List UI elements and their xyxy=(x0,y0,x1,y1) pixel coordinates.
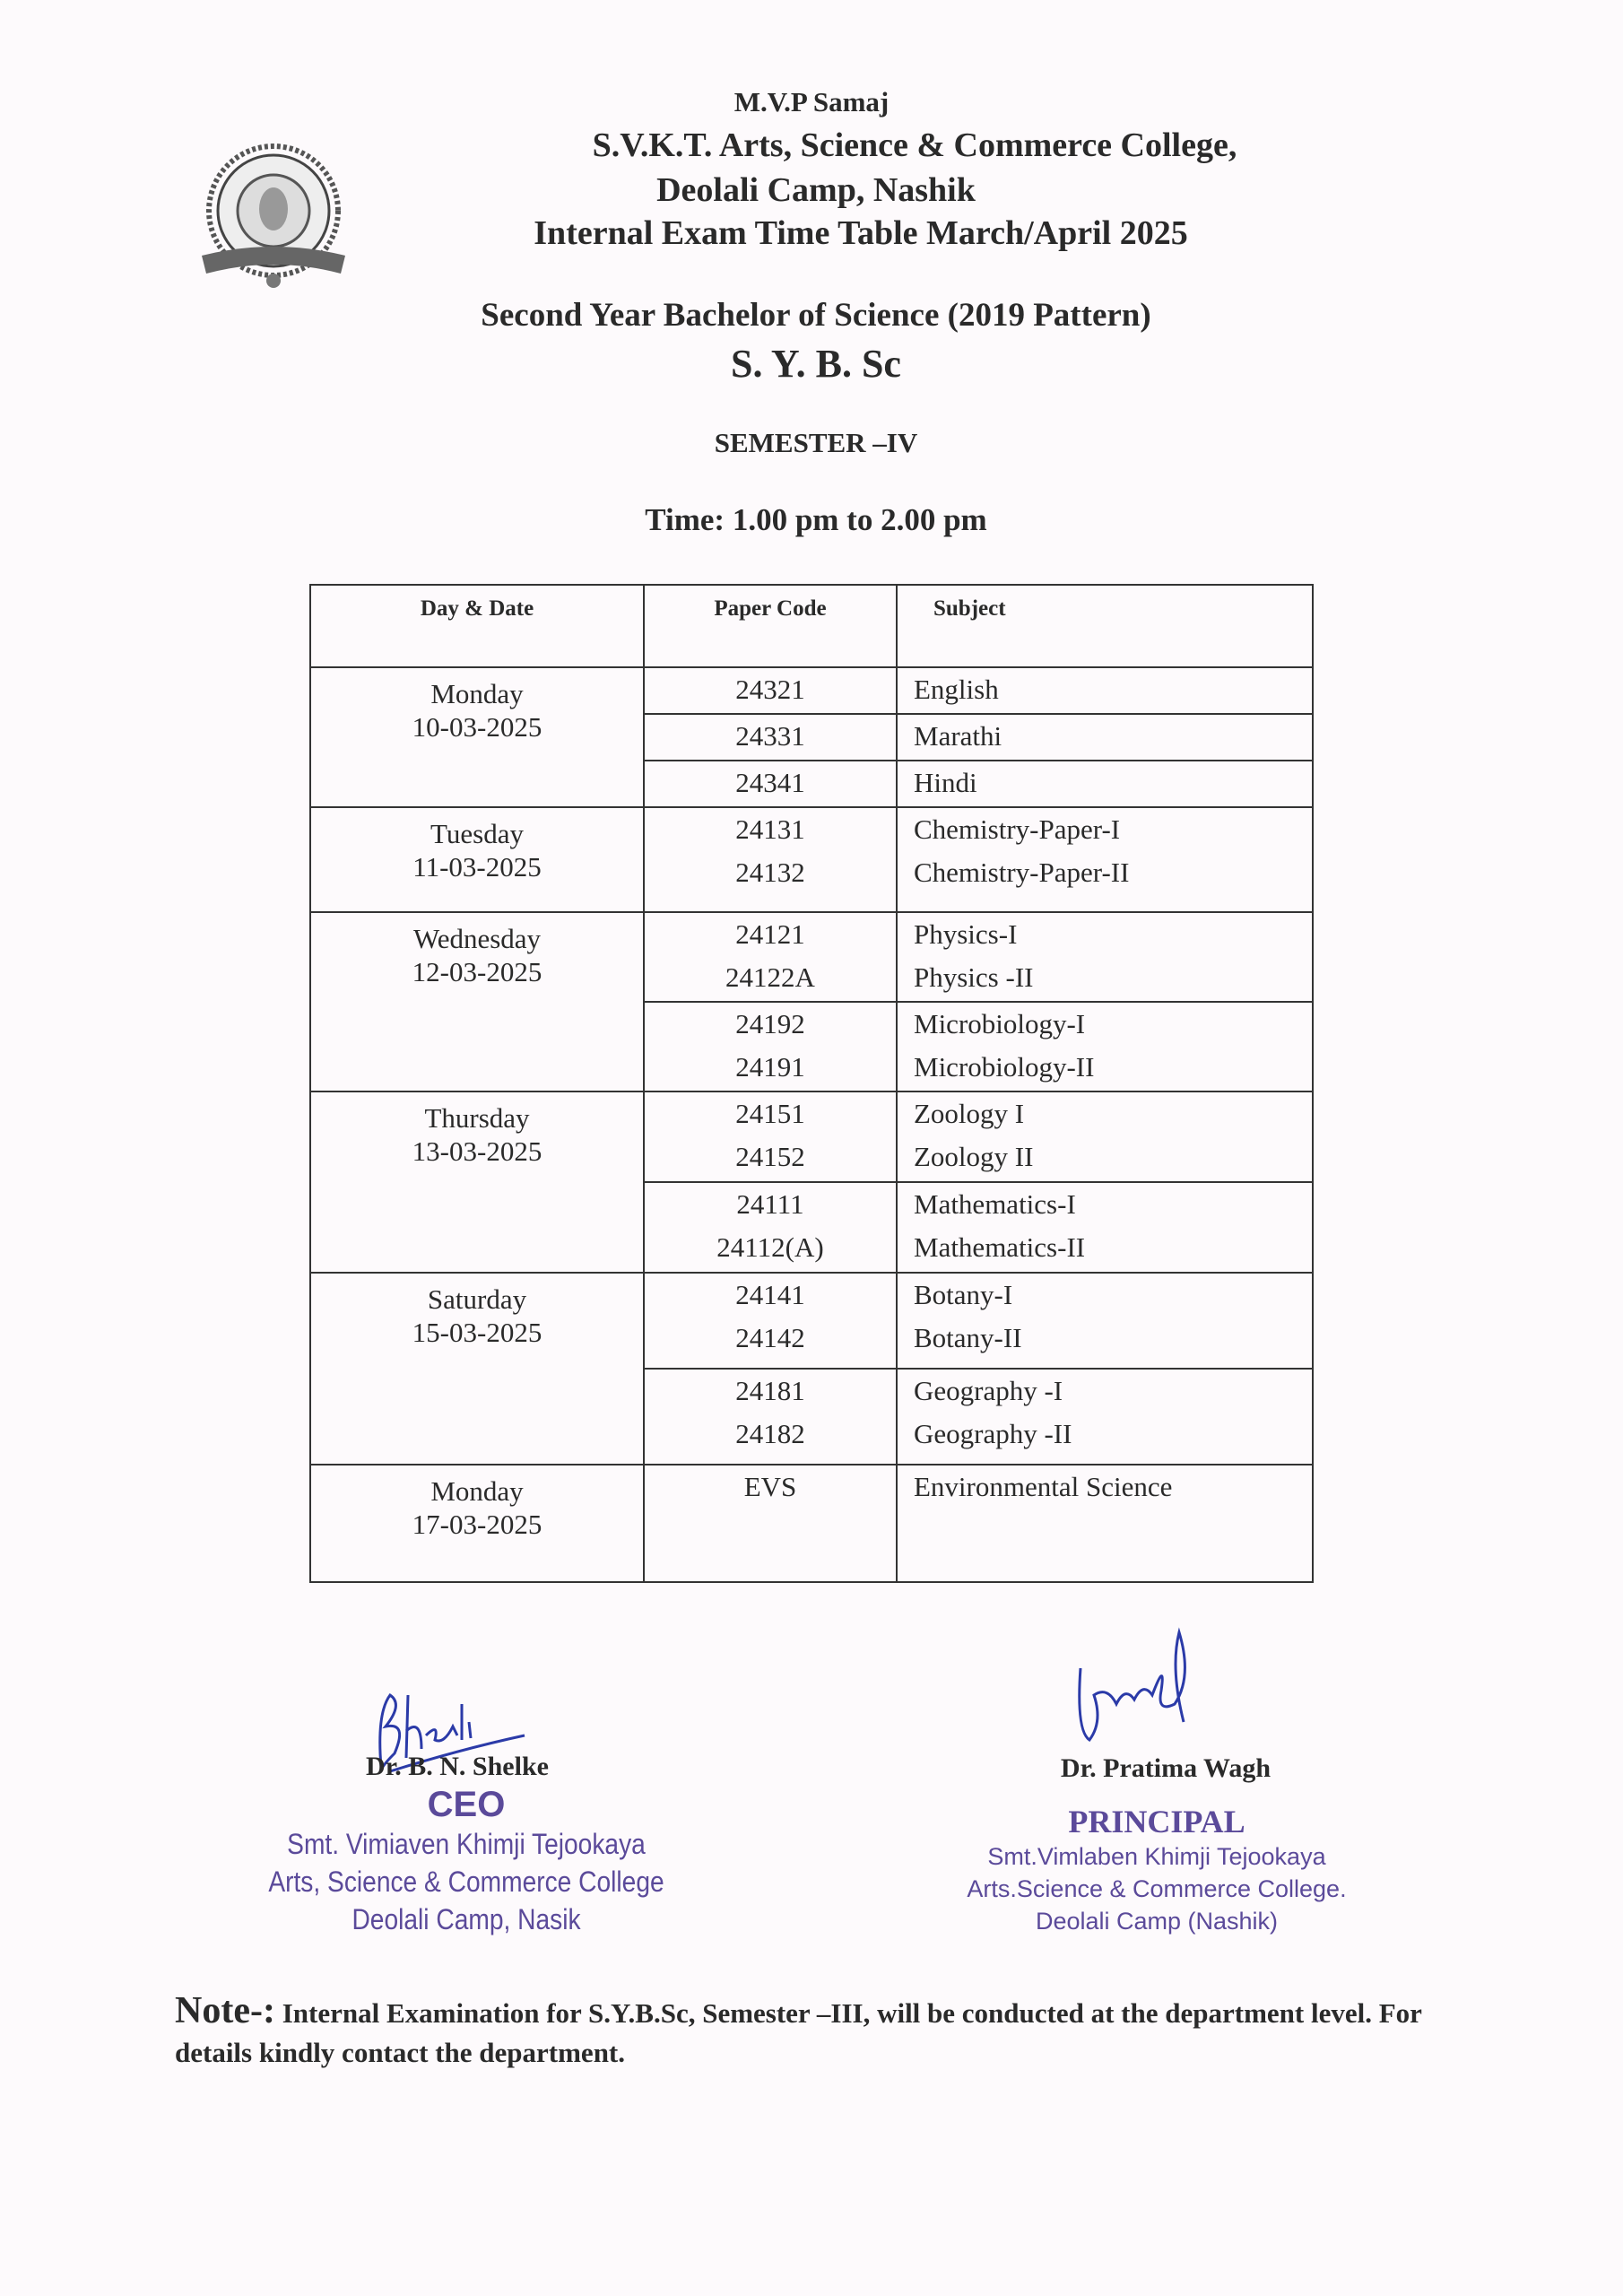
table-row xyxy=(310,1091,1313,1182)
note-label: Note-: xyxy=(175,1990,275,2031)
right-stamp-line: Deolali Camp (Nashik) xyxy=(1035,1908,1279,1935)
subject: Botany-II xyxy=(914,1322,1022,1353)
day-date-cell xyxy=(310,1273,644,1465)
paper-code: 24191 xyxy=(735,1051,805,1083)
day: Saturday xyxy=(427,1283,527,1315)
subject-cell xyxy=(897,1002,1313,1091)
day: Thursday xyxy=(424,1102,530,1134)
date: 17-03-2025 xyxy=(412,1509,542,1540)
table-row xyxy=(310,1465,1313,1582)
paper-code: 24181 xyxy=(735,1375,805,1406)
date: 11-03-2025 xyxy=(412,851,542,883)
paper-code-cell xyxy=(644,761,897,807)
paper-code-cell xyxy=(644,1465,897,1582)
subject: Zoology I xyxy=(914,1098,1025,1129)
subject: Environmental Science xyxy=(914,1471,1173,1502)
subject-cell xyxy=(897,1182,1313,1273)
subject: Geography -I xyxy=(914,1375,1063,1406)
left-stamp-line: Deolali Camp, Nasik xyxy=(352,1903,581,1935)
class-name: S. Y. B. Sc xyxy=(731,342,901,386)
subject-cell xyxy=(897,714,1313,761)
header-paper-code: Paper Code xyxy=(644,585,897,667)
subject: Physics -II xyxy=(914,961,1034,993)
subject: Mathematics-I xyxy=(914,1188,1076,1220)
paper-code: 24112(A) xyxy=(716,1231,824,1263)
table-row xyxy=(310,1273,1313,1369)
day: Wednesday xyxy=(412,923,542,954)
subject: Marathi xyxy=(914,720,1002,752)
right-signatory-name: Dr. Pratima Wagh xyxy=(1060,1753,1271,1783)
paper-code-cell xyxy=(644,1369,897,1465)
paper-code: 24321 xyxy=(735,674,805,705)
paper-code: 24111 xyxy=(736,1188,804,1220)
document-title: Internal Exam Time Table March/April 2025 xyxy=(534,214,1188,252)
paper-code-cell xyxy=(644,912,897,1002)
subject: English xyxy=(914,674,999,705)
paper-code: 24141 xyxy=(735,1279,805,1310)
subject: Physics-I xyxy=(914,918,1018,950)
table-row xyxy=(310,807,1313,912)
paper-code: 24122A xyxy=(725,961,815,993)
day-date-cell xyxy=(310,667,644,807)
day: Monday xyxy=(430,1475,524,1507)
subject-cell xyxy=(897,1091,1313,1182)
paper-code: 24192 xyxy=(735,1008,805,1039)
timetable xyxy=(309,584,1314,1583)
paper-code: EVS xyxy=(743,1471,797,1502)
paper-code: 24152 xyxy=(735,1141,805,1172)
semester: SEMESTER –IV xyxy=(714,427,918,458)
exam-time: Time: 1.00 pm to 2.00 pm xyxy=(645,502,987,537)
day: Monday xyxy=(430,678,524,709)
subject: Botany-I xyxy=(914,1279,1013,1310)
paper-code: 24151 xyxy=(735,1098,805,1129)
paper-code-cell xyxy=(644,714,897,761)
subject: Zoology II xyxy=(914,1141,1034,1172)
org-name: M.V.P Samaj xyxy=(733,86,890,117)
subject: Chemistry-Paper-I xyxy=(914,813,1121,845)
paper-code-cell xyxy=(644,1182,897,1273)
note-text: Internal Examination for S.Y.B.Sc, Semester –III, will be conducted at the department level. For details kindly contact the department. xyxy=(175,1997,1422,2068)
date: 12-03-2025 xyxy=(412,956,542,987)
date: 13-03-2025 xyxy=(412,1135,542,1167)
paper-code-cell xyxy=(644,667,897,714)
signature-wagh xyxy=(1067,1623,1202,1749)
day: Tuesday xyxy=(430,818,524,849)
college-location: Deolali Camp, Nashik xyxy=(656,171,976,209)
subject-cell xyxy=(897,807,1313,912)
paper-code-cell xyxy=(644,807,897,912)
left-signatory-name: Dr. B. N. Shelke xyxy=(366,1752,549,1781)
paper-code-cell xyxy=(644,1273,897,1369)
table-row xyxy=(310,912,1313,1002)
paper-code-cell xyxy=(644,1002,897,1091)
day-date-cell xyxy=(310,807,644,912)
left-stamp-title: CEO xyxy=(427,1785,506,1824)
subject: Hindi xyxy=(914,767,977,798)
program-name: Second Year Bachelor of Science (2019 Pattern) xyxy=(481,297,1151,334)
subject-cell xyxy=(897,1273,1313,1369)
paper-code: 24182 xyxy=(735,1418,805,1449)
subject: Mathematics-II xyxy=(914,1231,1086,1263)
subject-cell xyxy=(897,667,1313,714)
subject: Geography -II xyxy=(914,1418,1072,1449)
table-row xyxy=(310,667,1313,714)
day-date-cell xyxy=(310,1091,644,1273)
day-date-cell xyxy=(310,912,644,1091)
subject-cell xyxy=(897,912,1313,1002)
paper-code: 24331 xyxy=(735,720,805,752)
paper-code: 24132 xyxy=(735,857,805,888)
college-emblem-icon xyxy=(193,139,354,291)
right-stamp-title: PRINCIPAL xyxy=(1068,1804,1245,1839)
subject-cell xyxy=(897,761,1313,807)
paper-code-cell xyxy=(644,1091,897,1182)
date: 10-03-2025 xyxy=(412,711,542,743)
subject: Microbiology-II xyxy=(914,1051,1095,1083)
right-stamp-line: Arts.Science & Commerce College. xyxy=(967,1875,1347,1902)
subject-cell xyxy=(897,1369,1313,1465)
subject-cell xyxy=(897,1465,1313,1582)
paper-code: 24341 xyxy=(735,767,805,798)
right-stamp-line: Smt.Vimlaben Khimji Tejookaya xyxy=(987,1843,1326,1870)
header-subject: Subject xyxy=(897,585,1313,667)
left-stamp-line: Smt. Vimiaven Khimji Tejookaya xyxy=(287,1828,646,1860)
header-day-date: Day & Date xyxy=(310,585,644,667)
left-stamp-line: Arts, Science & Commerce College xyxy=(268,1866,664,1898)
subject: Chemistry-Paper-II xyxy=(914,857,1130,888)
note xyxy=(175,1991,1448,2073)
date: 15-03-2025 xyxy=(412,1317,542,1348)
college-name: S.V.K.T. Arts, Science & Commerce College, xyxy=(592,126,1237,164)
day-date-cell xyxy=(310,1465,644,1582)
paper-code: 24142 xyxy=(735,1322,805,1353)
paper-code: 24131 xyxy=(735,813,805,845)
subject: Microbiology-I xyxy=(914,1008,1086,1039)
paper-code: 24121 xyxy=(735,918,805,950)
